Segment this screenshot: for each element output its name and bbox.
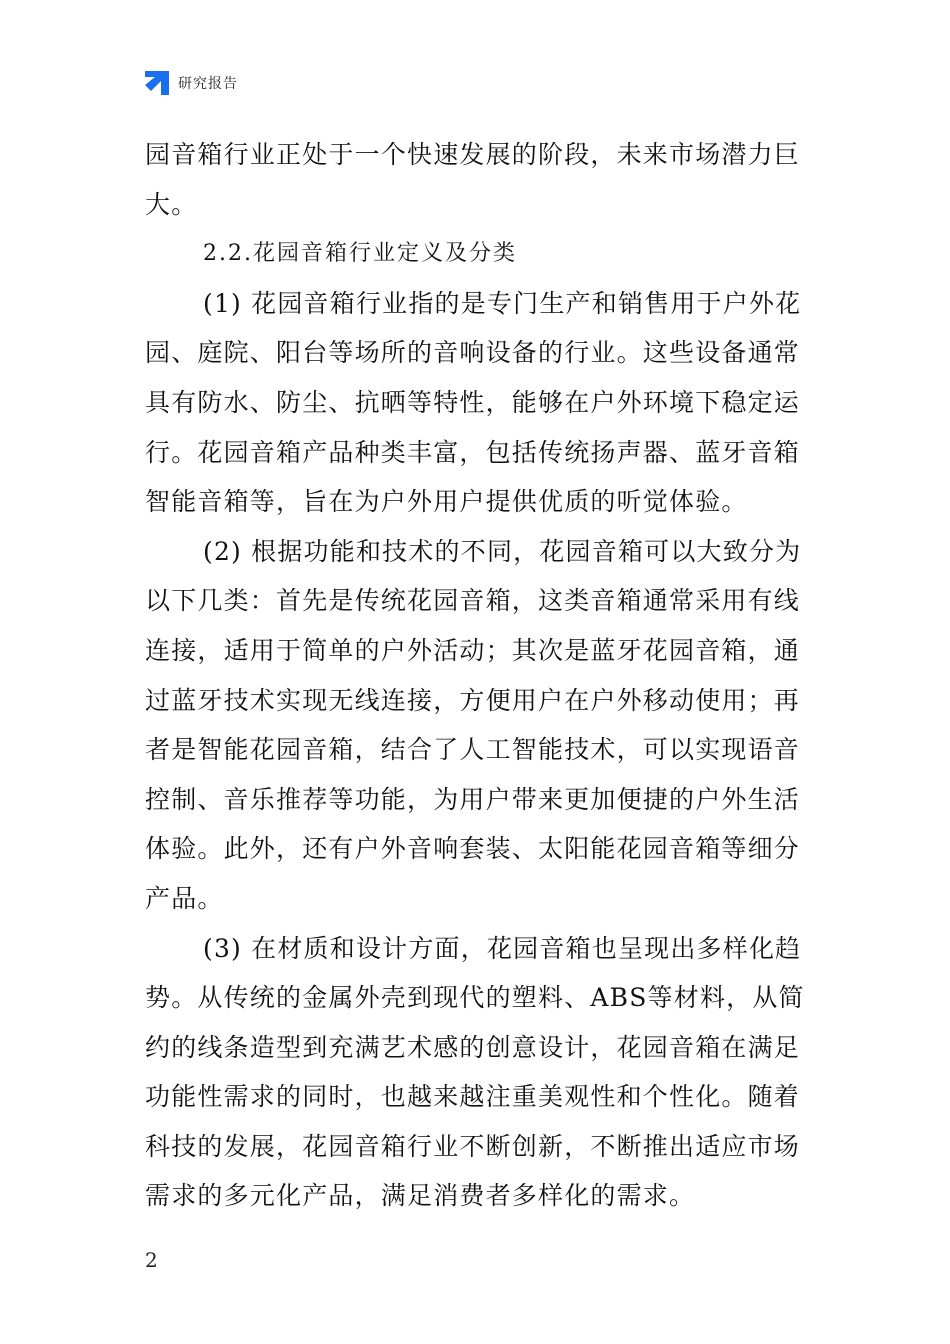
header-title: 研究报告 — [178, 76, 238, 92]
page-number: 2 — [145, 1248, 158, 1272]
logo-arrow-icon — [143, 69, 171, 97]
paragraph-definition: (1) 花园音箱行业指的是专门生产和销售用于户外花园、庭院、阳台等场所的音响设备的行业。这些设备通常具有防水、防尘、抗晒等特性，能够在户外环境下稳定运行。花园音箱产品种类丰富，包括传统扬声器、蓝牙音箱智能音箱等，旨在为户外用户提供优质的听觉体验。 — [145, 288, 802, 517]
paragraph-classification: (2) 根据功能和技术的不同，花园音箱可以大致分为以下几类：首先是传统花园音箱，这类音箱通常采用有线连接，适用于简单的户外活动；其次是蓝牙花园音箱，通过蓝牙技术实现无线连接，方便用户在户外移动使用；再者是智能花园音箱，结合了人工智能技术，可以实现语音控制、音乐推荐等功能，为用户带来更加便捷的户外生活体验。此外，还有户外音响套装、太阳能花园音箱等细分产品。 — [145, 536, 802, 913]
paragraph-materials-design: (3) 在材质和设计方面，花园音箱也呈现出多样化趋势。从传统的金属外壳到现代的塑料、ABS等材料，从简约的线条造型到充满艺术感的创意设计，花园音箱在满足功能性需求的同时，也越来越注重美观性和个性化。随着科技的发展，花园音箱行业不断创新，不断推出适应市场需求的多元化产品，满足消费者多样化的需求。 — [145, 933, 805, 1211]
document-body — [145, 130, 809, 1221]
section-heading: 2.2.花园音箱行业定义及分类 — [203, 241, 517, 267]
report-header — [143, 68, 238, 98]
paragraph-continuation: 园音箱行业正处于一个快速发展的阶段，未来市场潜力巨大。 — [145, 140, 801, 219]
